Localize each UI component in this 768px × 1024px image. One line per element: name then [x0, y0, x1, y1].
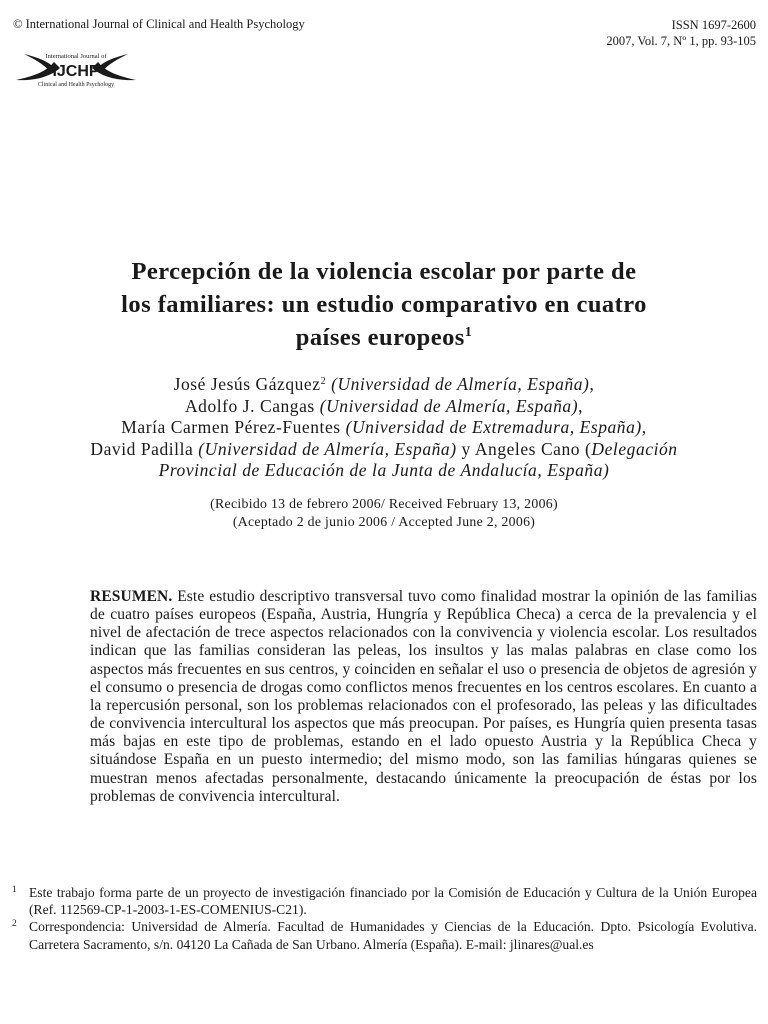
logo-acronym: IJCHP: [52, 63, 100, 80]
affiliation-open-paren: (: [585, 438, 592, 459]
footnote-text: Este trabajo forma parte de un proyecto de investigación financiado por la Comisión de Educación y Cultura de la Unión Europea (Ref. 112569-CP-1-2003-1-ES-COMENIUS-C21).: [29, 885, 757, 918]
author-name: Angeles Cano: [474, 438, 581, 459]
abstract: [90, 588, 757, 806]
footnote-1: [12, 884, 757, 918]
footnote-text: Correspondencia: Universidad de Almería. Facultad de Humanidades y Ciencias de la Educación. Dpto. Psicología Evolutiva. Carretera Sacramento, s/n. 04120 La Cañada de San Urbano. Almería (España). E-mail: jlinares@ual.es: [29, 919, 757, 952]
author-line-3: [20, 417, 748, 439]
author-affiliation: (Universidad de Almería, España): [319, 395, 579, 416]
footnote-number: 1: [12, 885, 17, 895]
author-name: David Padilla: [90, 438, 194, 459]
separator: ,: [641, 417, 647, 437]
title-footnote-mark: 1: [464, 325, 473, 340]
logo-top-text: International Journal of: [45, 53, 107, 60]
received-date: (Recibido 13 de febrero 2006/ Received February 13, 2006): [210, 496, 558, 511]
author-line-1: [20, 374, 748, 396]
title-line-3: países europeos: [295, 324, 465, 351]
journal-name: © International Journal of Clinical and Health Psychology: [13, 17, 305, 31]
footnote-2: [12, 918, 757, 952]
separator: ,: [578, 395, 584, 416]
ijchp-logo-mark: [14, 50, 138, 90]
footnote-number: 2: [12, 919, 17, 930]
abstract-label: RESUMEN.: [90, 588, 173, 605]
abstract-text: Este estudio descriptivo transversal tuvo como finalidad mostrar la opinión de las familias de cuatro países europeos (España, Austria, Hungría y República Checa) a cerca de la prevalencia y el nivel de afectación de trece aspectos relacionados con la convivencia y violencia escolar. Los resultados indican que las familias consideran las peleas, los insultos y las malas palabras en clase como los aspectos más frecuentes en sus centros, y coinciden en señalar el uso o presencia de objetos de agresión y el consumo o presencia de drogas como conflictos menos frecuentes en los centros escolares. En cuanto a la repercusión personal, son los problemas relacionados con el profesorado, las peleas y las dificultades de convivencia intercultural los aspectos que más preocupan. Por países, es Hungría quien presenta tasas más bajas en este tipo de problemas, estando en el lado opuesto Austria y la República Checa y situándose España en un puesto intermedio; del mismo modo, son las familias húngaras quienes se muestran menos afectadas personalmente, destacando únicamente la preocupación de éstas por los problemas de convivencia intercultural.: [90, 588, 758, 805]
title-line-2: los familiares: un estudio comparativo en cuatro: [121, 291, 647, 318]
author-line-2: [20, 396, 748, 418]
separator: ,: [589, 374, 595, 394]
conjunction: y: [461, 438, 471, 459]
accepted-date: (Aceptado 2 de junio 2006 / Accepted June 2, 2006): [232, 513, 536, 529]
volume-pages: 2007, Vol. 7, Nº 1, pp. 93-105: [606, 34, 756, 48]
author-affiliation: (Universidad de Extremadura, España): [345, 417, 642, 437]
author-list: [20, 374, 748, 482]
author-name: José Jesús Gázquez: [173, 374, 321, 394]
title-line-1: Percepción de la violencia escolar por parte de: [131, 258, 637, 285]
logo-bottom-text: Clinical and Health Psychology: [37, 82, 115, 88]
author-footnote-mark: 2: [320, 376, 327, 387]
author-affiliation: Provincial de Educación de la Junta de Andalucía, España): [158, 460, 610, 480]
author-line-5: [20, 460, 748, 482]
author-affiliation: (Universidad de Almería, España): [331, 374, 590, 394]
article-title: [20, 255, 748, 354]
author-affiliation: Delegación: [591, 438, 678, 459]
footnotes: [12, 884, 757, 953]
issn: ISSN 1697-2600: [671, 18, 756, 32]
author-line-4: [20, 439, 748, 461]
author-name: María Carmen Pérez-Fuentes: [121, 417, 341, 437]
issue-info: [606, 17, 756, 49]
author-name: Adolfo J. Cangas: [184, 395, 315, 416]
submission-dates: [20, 495, 748, 530]
author-affiliation: (Universidad de Almería, España): [198, 438, 457, 459]
journal-logo: [14, 50, 138, 90]
